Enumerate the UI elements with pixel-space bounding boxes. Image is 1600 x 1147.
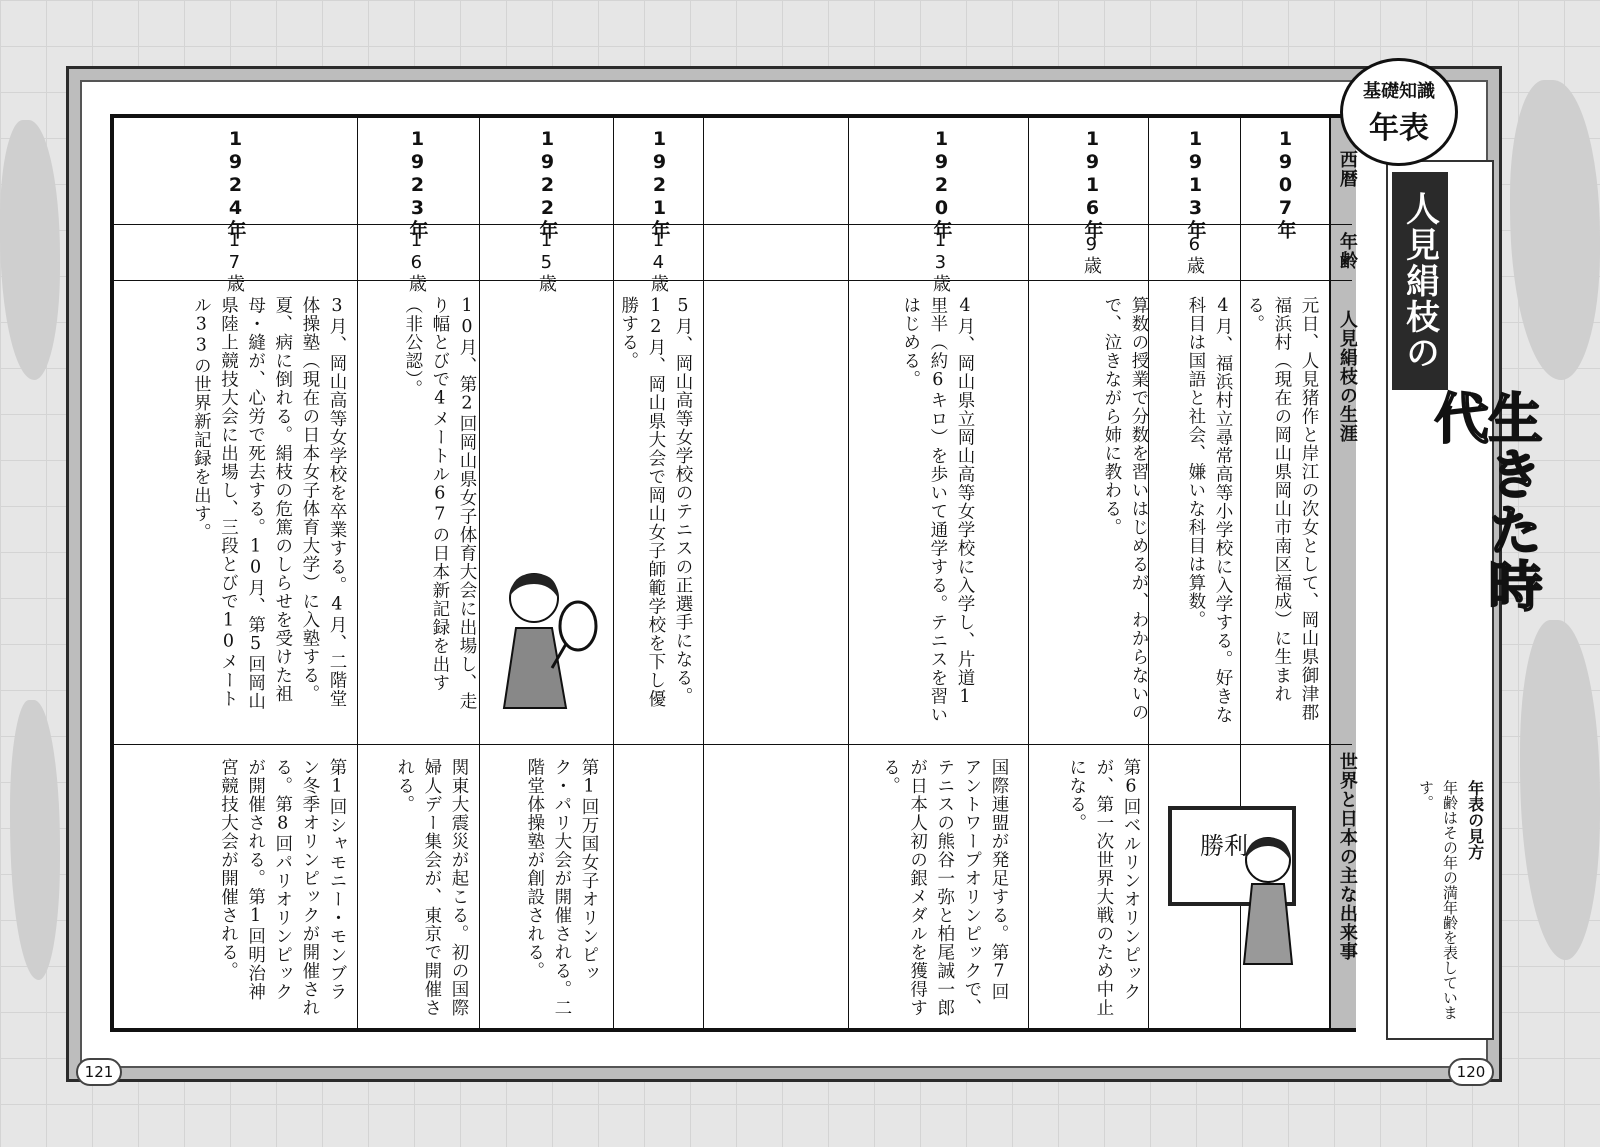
badge-line2: 年表 <box>1369 111 1429 146</box>
divider-life-world <box>114 744 1352 745</box>
howto-body: 年齢はその年の満年齢を表しています。 <box>1417 780 1459 1020</box>
life-1921: 5月、岡山高等女学校のテニスの正選手になる。12月、岡山県大会で岡山女子師範学校を下し優勝する。 <box>618 296 693 708</box>
howto-title: 年表の見方 <box>1465 780 1485 860</box>
page-number-left: 121 <box>76 1058 122 1086</box>
title-era: 生きた時代 <box>1426 390 1543 614</box>
year-1920: 1920年 <box>930 128 953 240</box>
age-1916: 9歳 <box>1080 234 1102 275</box>
header-life: 人見絹枝の生涯 <box>1336 310 1358 443</box>
year-1924: 1924年 <box>224 128 247 240</box>
life-1907: 元日、人見猪作と岸江の次女として、岡山県御津郡福浜村（現在の岡山県岡山市南区福成）に生まれる。 <box>1244 296 1319 722</box>
year-1907: 1907年 <box>1274 128 1297 240</box>
year-1922: 1922年 <box>536 128 559 240</box>
life-1923: 10月、第2回岡山県女子体育大会に出場し、走り幅とびで4メートル67の日本新記録を出す（非公認）。 <box>402 296 477 711</box>
knowledge-badge <box>1340 58 1458 166</box>
world-1924: 第1回シャモニー・モンブラン冬季オリンピックが開催される。第8回パリオリンピックが開催される。第1回明治神宮競技大会が開催される。 <box>218 758 347 1017</box>
life-1913: 4月、福浜村立尋常高等小学校に入学する。好きな科目は国語と社会、嫌いな科目は算数。 <box>1185 296 1233 724</box>
page-number-right: 120 <box>1448 1058 1494 1086</box>
life-1916: 算数の授業で分数を習いはじめるが、わからないので、泣きながら姉に教わる。 <box>1101 296 1149 722</box>
world-map-shape <box>1510 80 1600 380</box>
year-1921: 1921年 <box>648 128 671 240</box>
column-blank <box>704 118 849 1028</box>
chalkboard-text: 勝利 <box>1200 832 1248 860</box>
age-1924: 17歳 <box>223 230 245 293</box>
world-1922: 第1回万国女子オリンピック・パリ大会が開催される。二階堂体操塾が創設される。 <box>524 758 599 1017</box>
header-age: 年齢 <box>1336 232 1358 270</box>
age-1923: 16歳 <box>405 230 427 293</box>
world-map-shape <box>1520 620 1600 960</box>
badge-line1: 基礎知識 <box>1363 81 1435 102</box>
howto-note <box>1414 780 1488 1020</box>
age-1922: 15歳 <box>535 230 557 293</box>
world-1916: 第6回ベルリンオリンピックが、第一次世界大戦のため中止になる。 <box>1066 758 1141 1017</box>
year-1923: 1923年 <box>406 128 429 240</box>
header-world: 世界と日本の主な出来事 <box>1336 752 1358 961</box>
age-1920: 13歳 <box>929 230 951 293</box>
world-map-shape <box>0 120 60 380</box>
life-1924: 3月、岡山高等女学校を卒業する。4月、二階堂体操塾（現在の日本女子体育大学）に入塾する。夏、病に倒れる。絹枝の危篤のしらせを受けた祖母・縫が、心労で死去する。10月、第5回岡山県陸上競技大会に出場し、三段とびで10メートル33の世界新記録を出す。 <box>191 296 347 711</box>
year-1916: 1916年 <box>1081 128 1104 240</box>
title-name: 人見絹枝の <box>1392 172 1448 390</box>
divider-age-life <box>114 280 1352 281</box>
girl-with-racket-illustration <box>496 568 606 718</box>
world-map-shape <box>10 700 60 980</box>
girl-teacher-illustration <box>1230 832 1310 972</box>
header-year: 西暦 <box>1336 150 1358 188</box>
world-1923: 関東大震災が起こる。初の国際婦人デー集会が、東京で開催される。 <box>394 758 469 1017</box>
age-1921: 14歳 <box>647 230 669 293</box>
world-1920: 国際連盟が発足する。第7回アントワープオリンピックで、テニスの熊谷一弥と柏尾誠一郎が日本人初の銀メダルを獲得する。 <box>880 758 1009 1017</box>
year-1913: 1913年 <box>1184 128 1207 240</box>
age-1913: 6歳 <box>1183 234 1205 275</box>
life-1920: 4月、岡山県立岡山高等女学校に入学し、片道1里半（約6キロ）を歩いて通学する。テニスを習いはじめる。 <box>900 296 975 724</box>
divider-year-age <box>114 224 1352 225</box>
